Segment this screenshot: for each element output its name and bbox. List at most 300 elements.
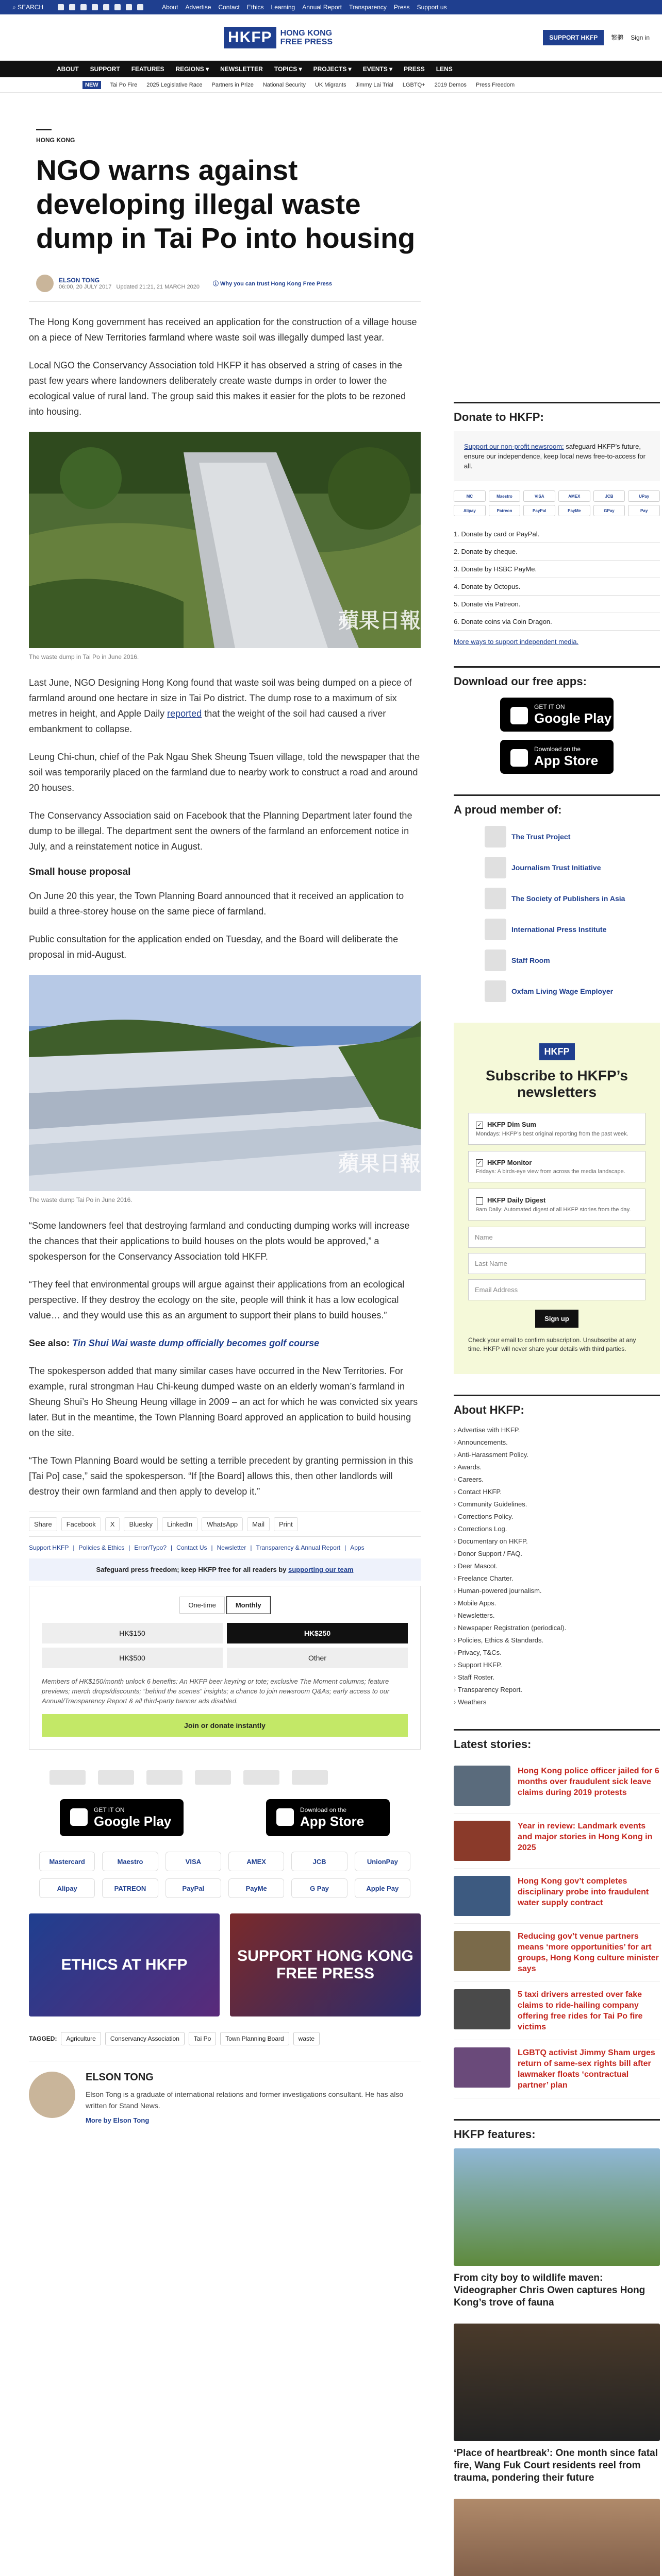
logo-wordmark: [280, 29, 333, 46]
feature-image: [454, 2324, 660, 2441]
about-link[interactable]: › Newsletters.: [454, 1609, 660, 1622]
option-title: HKFP Monitor: [487, 1158, 532, 1166]
byline: [36, 275, 421, 292]
tags: [29, 2032, 421, 2045]
article-photo-1[interactable]: [29, 432, 421, 648]
store-big: Google Play: [534, 710, 612, 726]
option-desc: Mondays: HKFP’s best original reporting from the past week.: [476, 1130, 628, 1137]
paragraph: “They feel that environmental groups will argue against their applications from an ecological perspective. If they destroy the ecology on the site, people will think it has a low ecological value… and they would use this as an argument to support their plans to build houses.”: [29, 1279, 405, 1320]
top-link-annual-report[interactable]: Annual Report: [302, 4, 342, 11]
top-link-learning[interactable]: Learning: [271, 4, 295, 11]
app-store-button[interactable]: [500, 740, 614, 774]
tag[interactable]: Town Planning Board: [220, 2032, 289, 2045]
waste-dump-photo: [29, 975, 421, 1191]
amount-option[interactable]: HK$500: [42, 1648, 223, 1668]
search-link[interactable]: ⌕ SEARCH: [12, 3, 44, 11]
trending-link[interactable]: Jimmy Lai Trial: [355, 81, 393, 88]
about-link[interactable]: › Careers.: [454, 1473, 660, 1486]
sidebar-donate: [454, 431, 660, 481]
google-play-button[interactable]: [60, 1799, 184, 1836]
more-ways-link[interactable]: More ways to support independent media.: [454, 638, 579, 646]
payment-logo: Pay: [628, 505, 660, 516]
nav-about[interactable]: ABOUT: [57, 65, 79, 73]
nav-press[interactable]: PRESS: [404, 65, 425, 73]
payment-logo: GPay: [593, 505, 625, 516]
donate-widget: [29, 1586, 421, 1750]
top-link-contact[interactable]: Contact: [218, 4, 240, 11]
option-title: HKFP Dim Sum: [487, 1121, 537, 1128]
language-switch[interactable]: 繁體: [611, 34, 624, 41]
donation-method[interactable]: 2. Donate by cheque.: [454, 543, 660, 561]
top-link-support[interactable]: Support us: [417, 4, 447, 11]
text: Last June, NGO Designing Hong Kong found that waste soil was being dumped on a piece of farmland around one hectare in size in Tai Po district. The dump rose to a maximum of six metres in height, and Apple Daily: [29, 677, 412, 719]
store-small: GET IT ON: [94, 1806, 125, 1814]
policy-link[interactable]: Apps: [350, 1544, 365, 1551]
top-link-about[interactable]: About: [162, 4, 178, 11]
date: 06:00, 20 JULY 2017: [59, 284, 112, 290]
safeguard-text: Safeguard press freedom; keep HKFP free for all readers by: [96, 1566, 289, 1573]
x-icon[interactable]: [69, 4, 75, 10]
tag[interactable]: waste: [293, 2032, 320, 2045]
about-link[interactable]: › Community Guidelines.: [454, 1498, 660, 1511]
share-facebook-button[interactable]: Facebook: [61, 1517, 101, 1531]
member-widget-title: A proud member of:: [454, 794, 660, 817]
staff-room-logo: [243, 1770, 279, 1785]
latest-title: Latest stories:: [454, 1729, 660, 1751]
article-body: [29, 314, 421, 1499]
story-title: 5 taxi drivers arrested over fake claims to ride-hailing company offering free rides for Tai Po fire victims: [518, 1990, 643, 2031]
payment-logo: PayPal: [523, 505, 555, 516]
author-bio: Elson Tong is a graduate of international relations and former investigations consultant. He has also written for Stand News.: [86, 2090, 404, 2110]
payment-logo[interactable]: Maestro: [102, 1852, 158, 1871]
amount-option[interactable]: HK$150: [42, 1623, 223, 1643]
newsletter-disclaimer: Check your email to confirm subscription. Unsubscribe at any time. HKFP will never share your details with third parties.: [468, 1336, 636, 1352]
article-title: NGO warns against developing illegal waste dump in Tai Po into housing: [36, 154, 416, 254]
oxfam-logo: [292, 1770, 328, 1785]
donation-methods: [454, 526, 660, 631]
ethics-video[interactable]: ETHICS AT HKFP: [29, 1913, 220, 2016]
story-item[interactable]: [454, 1814, 660, 1869]
story-item[interactable]: [454, 2040, 660, 2098]
main-nav: [0, 61, 662, 77]
payment-logo[interactable]: VISA: [166, 1852, 221, 1871]
paragraph: [29, 675, 421, 737]
top-link-advertise[interactable]: Advertise: [185, 4, 211, 11]
policy-links: Support HKFP | Policies & Ethics | Error/Typo? | Contact Us | Newsletter | Transparency & Annual Report | Apps: [29, 1544, 365, 1551]
about-link[interactable]: › Freelance Charter.: [454, 1572, 660, 1585]
join-donate-button[interactable]: Join or donate instantly: [42, 1714, 408, 1737]
paragraph: “The Town Planning Board would be setting a terrible precedent by granting permission in this [Tai Po] case,” said the spokesperson. “If [the Board] allows this, then other landlords will destroy their own farmland and then apply to develop it.”: [29, 1455, 413, 1497]
member-org[interactable]: [485, 888, 660, 909]
member-benefits: Members of HK$150/month unlock 6 benefits: An HKFP beer keyring or tote; exclusive The Moment columns; feature previews; merch drops/discounts; “behind the scenes” insights; a chance to join newsroom Q&As; early access to our Annual/Transparency Report & all third-party banner ads disabled.: [42, 1677, 390, 1705]
about-link[interactable]: › Corrections Policy.: [454, 1511, 660, 1523]
features-widget: [454, 2119, 660, 2576]
about-link[interactable]: › Mobile Apps.: [454, 1597, 660, 1609]
amount-option[interactable]: HK$250: [227, 1623, 408, 1643]
story-thumbnail: [454, 1766, 510, 1806]
print-button[interactable]: Print: [274, 1517, 298, 1531]
donation-method[interactable]: 5. Donate via Patreon.: [454, 596, 660, 613]
tag[interactable]: Agriculture: [61, 2032, 101, 2045]
member-org[interactable]: [485, 826, 660, 848]
option-desc: Fridays: A birds-eye view from across the media landscape.: [476, 1168, 625, 1175]
about-link[interactable]: › Documentary on HKFP.: [454, 1535, 660, 1548]
story-title: Year in review: Landmark events and major stories in Hong Kong in 2025: [518, 1821, 653, 1852]
logo-line-2: FREE PRESS: [280, 37, 333, 46]
youtube-icon[interactable]: [92, 4, 98, 10]
story-item[interactable]: [454, 1982, 660, 2040]
updated-date: Updated 21:21, 21 MARCH 2020: [116, 284, 200, 290]
trending-link[interactable]: Partners in Prize: [211, 81, 254, 88]
store-small: Download on the: [534, 745, 581, 753]
member-logos: [485, 826, 660, 1002]
feature-title: From city boy to wildlife maven: Videographer Chris Owen captures Hong Kong’s trove of fauna: [454, 2272, 646, 2308]
amount-options: [42, 1623, 408, 1668]
payment-logo: AMEX: [558, 490, 590, 502]
trending-link[interactable]: UK Migrants: [315, 81, 346, 88]
payment-logo: JCB: [593, 490, 625, 502]
feature-image: [454, 2148, 660, 2266]
donate-widget-title: Donate to HKFP:: [454, 402, 660, 424]
latest-stories: [454, 1729, 660, 2098]
threads-icon[interactable]: [114, 4, 121, 10]
trending-bar: [0, 77, 662, 93]
newsletter-signup: [454, 1023, 660, 1374]
member-logo: [485, 826, 506, 848]
payment-logo[interactable]: AMEX: [228, 1852, 284, 1871]
paragraph: Local NGO the Conservancy Association told HKFP it has observed a string of cases in the past few years where landowners deliberately create waste dumps in order to lower the ecological value of rural land. The group said this makes it easier for the plots to be rezoned into housing.: [29, 360, 406, 417]
tag[interactable]: Conservancy Association: [105, 2032, 185, 2045]
share-bluesky-button[interactable]: Bluesky: [124, 1517, 158, 1531]
story-item[interactable]: [454, 1758, 660, 1814]
about-link[interactable]: › Transparency Report.: [454, 1684, 660, 1696]
top-link-transparency[interactable]: Transparency: [349, 4, 387, 11]
checkbox-checked[interactable]: ✓: [476, 1159, 483, 1166]
payment-logo: PayMe: [558, 505, 590, 516]
policy-link[interactable]: Support HKFP: [29, 1544, 69, 1551]
tags-label: TAGGED:: [29, 2035, 57, 2042]
svg-text:蘋果日報: 蘋果日報: [338, 609, 421, 633]
paragraph: “Some landowners feel that destroying farmland and conducting dumping works will increase the chances that their applications to build houses on the plots would be approved,” a spokesperson for the Conservancy Association told HKFP.: [29, 1221, 410, 1262]
frequency-toggle: [42, 1597, 408, 1614]
paragraph: The spokesperson added that many similar cases have occurred in the New Territories. For example, rural strongman Hau Chi-keung dumped waste on an elderly woman’s farmland in Sheung Shui’s Ho Sheung Heung village in 2009 – an act for which he was convicted six years later. But in the meantime, the Town Planning Board approved an application to build housing on the site.: [29, 1366, 418, 1438]
about-link[interactable]: › Human-powered journalism.: [454, 1585, 660, 1597]
share-bar: [29, 1512, 421, 1537]
store-big: App Store: [534, 752, 599, 768]
about-widget: [454, 1395, 660, 1708]
story-item[interactable]: [454, 1869, 660, 1924]
author-info: [86, 2072, 421, 2124]
feature-item[interactable]: [454, 2324, 660, 2484]
see-also-label: See also:: [29, 1338, 70, 1348]
payment-logo: UPay: [628, 490, 660, 502]
about-link[interactable]: › Donor Support / FAQ.: [454, 1548, 660, 1560]
member-badges: [49, 1770, 421, 1785]
features-title: HKFP features:: [454, 2119, 660, 2141]
nav-topics[interactable]: TOPICS ▾: [274, 65, 302, 73]
payment-logo[interactable]: Mastercard: [39, 1852, 95, 1871]
payment-logo[interactable]: PATREON: [102, 1878, 158, 1898]
newsletter-option[interactable]: [468, 1151, 646, 1183]
trending-link[interactable]: National Security: [262, 81, 306, 88]
trending-link[interactable]: LGBTQ+: [402, 81, 425, 88]
linkedin-icon[interactable]: [137, 4, 143, 10]
trending-link[interactable]: Press Freedom: [475, 81, 515, 88]
payment-logo: Maestro: [489, 490, 521, 502]
subheading: Small house proposal: [29, 867, 131, 877]
author-card-name[interactable]: ELSON TONG: [86, 2072, 154, 2083]
author-name[interactable]: ELSON TONG: [59, 277, 100, 284]
member-org[interactable]: [485, 950, 660, 971]
payment-logo: VISA: [523, 490, 555, 502]
option-title: HKFP Daily Digest: [487, 1196, 546, 1205]
payment-logo[interactable]: JCB: [291, 1852, 347, 1871]
store-small: Download on the: [300, 1806, 347, 1814]
about-link[interactable]: › Weathers: [454, 1696, 660, 1708]
divider: [29, 301, 421, 302]
nav-projects[interactable]: PROJECTS ▾: [313, 65, 352, 73]
payment-logo[interactable]: UnionPay: [355, 1852, 410, 1871]
photo-caption: The waste dump in Tai Po in June 2016.: [29, 653, 139, 660]
top-link-ethics[interactable]: Ethics: [246, 4, 264, 11]
paragraph: The Conservancy Association said on Facebook that the Planning Department later found the dump to be illegal. The department sent the owners of the farmland an enforcement notice in July, and a reinstatement notice in August.: [29, 810, 412, 852]
member-logo: [485, 888, 506, 909]
social-icons: [58, 4, 143, 10]
sopa-logo: [146, 1770, 183, 1785]
donation-method[interactable]: 4. Donate by Octopus.: [454, 578, 660, 596]
share-mail-button[interactable]: Mail: [247, 1517, 270, 1531]
one-time-option[interactable]: One-time: [179, 1597, 224, 1614]
byline-text: [59, 277, 200, 290]
trending-link[interactable]: 2019 Demos: [434, 81, 467, 88]
logo-line-1: HONG KONG: [280, 28, 333, 38]
story-title: Hong Kong gov’t completes disciplinary probe into fraudulent water supply contract: [518, 1876, 649, 1907]
more-by-author-link[interactable]: More by Elson Tong: [86, 2116, 150, 2124]
nav-newsletter[interactable]: NEWSLETTER: [220, 65, 263, 73]
nav-support[interactable]: SUPPORT: [90, 65, 120, 73]
last-name-field[interactable]: Last Name: [468, 1253, 646, 1274]
payment-logo: Alipay: [454, 505, 486, 516]
article-photo-2[interactable]: [29, 975, 421, 1191]
policy-link[interactable]: Policies & Ethics: [78, 1544, 125, 1551]
google-play-button[interactable]: [500, 698, 614, 732]
nav-features[interactable]: FEATURES: [131, 65, 164, 73]
share-button[interactable]: Share: [29, 1517, 57, 1531]
tag[interactable]: Tai Po: [189, 2032, 216, 2045]
story-thumbnail: [454, 1989, 510, 2029]
about-link[interactable]: › Deer Mascot.: [454, 1560, 660, 1572]
feature-item[interactable]: [454, 2148, 660, 2309]
member-org[interactable]: [485, 980, 660, 1002]
name-field[interactable]: Name: [468, 1227, 646, 1248]
text: that the weight of the soil had caused a river embankment to collapse.: [29, 708, 386, 734]
about-link[interactable]: › Policies, Ethics & Standards.: [454, 1634, 660, 1647]
author-card: [29, 2061, 421, 2134]
photo-caption: The waste dump Tai Po in June 2016.: [29, 1196, 133, 1204]
payment-logo: Patreon: [489, 505, 521, 516]
support-hkfp-button[interactable]: SUPPORT HKFP: [543, 30, 604, 45]
about-link[interactable]: › Awards.: [454, 1461, 660, 1473]
donation-method[interactable]: 1. Donate by card or PayPal.: [454, 526, 660, 543]
member-name: Staff Room: [511, 956, 550, 964]
story-title: LGBTQ activist Jimmy Sham urges return of same-sex rights bill after lawmaker floats ‘contractual partner’ plan: [518, 2048, 655, 2090]
donation-method[interactable]: 6. Donate coins via Coin Dragon.: [454, 613, 660, 631]
waste-dump-photo: [29, 432, 421, 648]
payment-logo: MC: [454, 490, 486, 502]
policy-link[interactable]: Newsletter: [217, 1544, 246, 1551]
nav-events[interactable]: EVENTS ▾: [362, 65, 393, 73]
telegram-icon[interactable]: [103, 4, 109, 10]
see-also: [29, 1335, 421, 1351]
about-link[interactable]: › Staff Roster.: [454, 1671, 660, 1684]
paragraph: The Hong Kong government has received an application for the construction of a village house on a piece of New Territories farmland where waste soil was illegally dumped last year.: [29, 317, 417, 343]
trending-link[interactable]: Tai Po Fire: [110, 81, 138, 88]
about-link[interactable]: › Contact HKFP.: [454, 1486, 660, 1498]
member-logo: [485, 950, 506, 971]
bluesky-icon[interactable]: [126, 4, 132, 10]
about-link[interactable]: › Corrections Log.: [454, 1523, 660, 1535]
payment-logo[interactable]: G Pay: [291, 1878, 347, 1898]
payment-logo[interactable]: PayPal: [166, 1878, 221, 1898]
trust-link-label: Why you can trust Hong Kong Free Press: [220, 281, 332, 287]
member-logo: [485, 857, 506, 878]
top-bar: [0, 0, 662, 14]
support-team-link[interactable]: supporting our team: [288, 1566, 354, 1573]
monthly-option[interactable]: Monthly: [227, 1597, 270, 1614]
member-org[interactable]: [485, 857, 660, 878]
app-store-buttons: [60, 1799, 390, 1836]
about-title: About HKFP:: [454, 1395, 660, 1417]
option-desc: 9am Daily: Automated digest of all HKFP stories from the day.: [476, 1206, 631, 1213]
store-big: Google Play: [94, 1813, 172, 1829]
nav-lens[interactable]: LENS: [436, 65, 453, 73]
about-link[interactable]: › Anti-Harassment Policy.: [454, 1449, 660, 1461]
newsletter-option[interactable]: [468, 1189, 646, 1221]
about-list: [454, 1424, 660, 1708]
sign-up-button[interactable]: Sign up: [535, 1310, 578, 1328]
trending-link[interactable]: 2025 Legislative Race: [146, 81, 203, 88]
amount-option[interactable]: Other: [227, 1648, 408, 1668]
apple-icon: [510, 749, 528, 767]
sidebar-payment-logos: [454, 490, 660, 516]
svg-text:蘋果日報: 蘋果日報: [338, 1152, 421, 1176]
feature-image: [454, 2499, 660, 2576]
member-name: The Trust Project: [511, 833, 571, 841]
policy-link[interactable]: Transparency & Annual Report: [256, 1544, 341, 1551]
member-logo: [485, 980, 506, 1002]
apple-icon: [276, 1808, 294, 1826]
store-small: GET IT ON: [534, 703, 565, 710]
reported-link[interactable]: reported: [167, 708, 202, 719]
policy-link[interactable]: Contact Us: [176, 1544, 207, 1551]
jti-logo: [98, 1770, 134, 1785]
checkbox-checked[interactable]: ✓: [476, 1122, 483, 1129]
store-big: App Store: [300, 1813, 365, 1829]
support-video[interactable]: SUPPORT HONG KONG FREE PRESS: [230, 1913, 421, 2016]
share-whatsapp-button[interactable]: WhatsApp: [202, 1517, 243, 1531]
masthead: [0, 14, 662, 61]
instagram-icon[interactable]: [80, 4, 87, 10]
member-name: Oxfam Living Wage Employer: [511, 987, 614, 995]
share-x-button[interactable]: X: [105, 1517, 120, 1531]
story-item[interactable]: [454, 1924, 660, 1982]
article-category[interactable]: HONG KONG: [36, 137, 75, 144]
masthead-actions: [543, 30, 650, 45]
donation-method[interactable]: 3. Donate by HSBC PayMe.: [454, 561, 660, 578]
payment-logo[interactable]: Apple Pay: [355, 1878, 410, 1898]
google-play-icon: [510, 707, 528, 724]
see-also-link[interactable]: Tin Shui Wai waste dump officially becomes golf course: [72, 1338, 320, 1348]
ipi-logo: [195, 1770, 231, 1785]
feature-title: ‘Place of heartbreak’: One month since fatal fire, Wang Fuk Court residents reel from trauma, pondering their future: [454, 2447, 658, 2483]
paragraph: Leung Chi-chun, chief of the Pak Ngau Shek Sheung Tsuen village, told the newspaper that the soil was temporarily placed on the farmland due to nearby work to construct a road and around 20 houses.: [29, 752, 420, 793]
donate-text: safeguard HKFP’s future, ensure our independence, keep local news free-to-access for all.: [464, 443, 646, 470]
author-avatar[interactable]: [29, 2072, 75, 2118]
publish-date: [59, 284, 200, 290]
non-profit-link[interactable]: Support our non-profit newsroom:: [464, 443, 564, 450]
newsletter-title: Subscribe to HKFP’s newsletters: [486, 1067, 628, 1100]
policy-link[interactable]: Error/Typo?: [134, 1544, 167, 1551]
story-thumbnail: [454, 1876, 510, 1916]
story-thumbnail: [454, 2047, 510, 2088]
top-link-press[interactable]: Press: [393, 4, 410, 11]
promo-videos: [29, 1913, 421, 2016]
feature-item[interactable]: [454, 2499, 660, 2576]
kicker-rule: [36, 129, 52, 130]
member-name: Journalism Trust Initiative: [511, 863, 601, 872]
member-org[interactable]: [485, 919, 660, 940]
sign-in-link[interactable]: Sign in: [631, 33, 650, 41]
payment-logo[interactable]: PayMe: [228, 1878, 284, 1898]
story-title: Reducing gov’t venue partners means ‘more opportunities’ for art groups, Hong Kong culture minister says: [518, 1931, 659, 1973]
trust-project-logo: [49, 1770, 86, 1785]
sidebar: [454, 93, 660, 2576]
email-field[interactable]: Email Address: [468, 1279, 646, 1300]
paragraph: On June 20 this year, the Town Planning Board announced that it received an application to build a three-storey house on the same piece of farmland.: [29, 891, 404, 917]
trust-link[interactable]: ⓘ Why you can trust Hong Kong Free Press: [212, 281, 332, 287]
sidebar-app-buttons: [454, 698, 660, 774]
member-name: The Society of Publishers in Asia: [511, 894, 625, 903]
search-label: SEARCH: [18, 3, 44, 11]
about-link[interactable]: › Announcements.: [454, 1436, 660, 1449]
member-name: International Press Institute: [511, 925, 607, 934]
facebook-icon[interactable]: [58, 4, 64, 10]
about-link[interactable]: › Advertise with HKFP.: [454, 1424, 660, 1436]
newsletter-option[interactable]: [468, 1113, 646, 1145]
google-play-icon: [70, 1808, 88, 1826]
share-linkedin-button[interactable]: LinkedIn: [162, 1517, 197, 1531]
member-logo: [485, 919, 506, 940]
app-store-button[interactable]: [266, 1799, 390, 1836]
checkbox-unchecked[interactable]: [476, 1197, 483, 1205]
author-avatar[interactable]: [36, 275, 54, 292]
story-title: Hong Kong police officer jailed for 6 months over fraudulent sick leave claims during 2019 protests: [518, 1766, 659, 1797]
payment-logo[interactable]: Alipay: [39, 1878, 95, 1898]
about-link[interactable]: › Newspaper Registration (periodical).: [454, 1622, 660, 1634]
apps-widget-title: Download our free apps:: [454, 666, 660, 688]
article: [29, 93, 421, 2576]
new-badge: NEW: [82, 81, 101, 89]
site-logo[interactable]: [224, 27, 333, 48]
story-thumbnail: [454, 1821, 510, 1861]
about-link[interactable]: › Support HKFP.: [454, 1659, 660, 1671]
about-link[interactable]: › Privacy, T&Cs.: [454, 1647, 660, 1659]
top-links: [162, 4, 447, 11]
logo-mark: HKFP: [224, 27, 276, 48]
nav-regions[interactable]: REGIONS ▾: [175, 65, 209, 73]
safeguard-banner: [29, 1558, 421, 1581]
payment-methods: [39, 1852, 410, 1898]
